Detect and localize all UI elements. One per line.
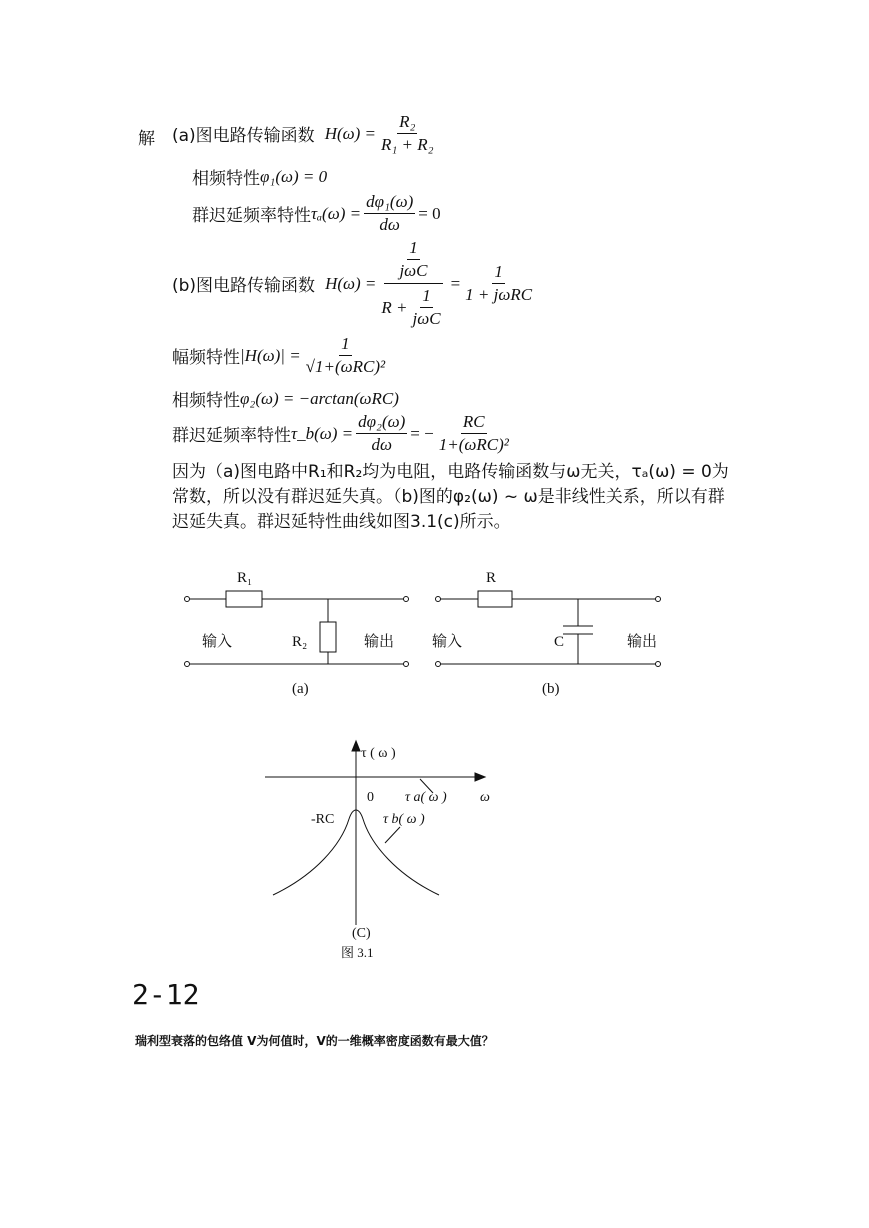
x-axis-arrow [475,773,485,781]
eq-a-delay-lhs: τₐ(ω) = [311,203,362,223]
eq-b-mag-num: 1 [339,334,352,356]
eq-b-label: (b)图电路传输函数 [172,276,316,296]
eq-a-phase-label: 相频特性 [192,169,260,189]
graph-caption: (C) [352,926,371,941]
eq-a-fraction [379,112,436,155]
eq-a-transfer [172,112,439,155]
eq-a-num: R₂ [397,112,417,134]
x-axis-label: ω [480,790,490,805]
circuit-a-caption: (a) [292,681,309,697]
eq-b-result-fraction [463,262,534,305]
group-delay-graph [255,735,505,965]
curve-a-label: τ a( ω ) [405,790,447,805]
circuit-b-c: C [554,634,565,650]
solution-label: 解 [138,129,155,149]
eq-b-delay-label: 群迟延频率特性 [172,426,291,446]
eq-b-big-num [384,238,442,284]
eq-a-delay [192,192,441,235]
eq-b-result-den: 1 + jωRC [465,285,533,304]
figure-title: 图 3.1 [341,945,374,960]
eq-b-H: H(ω) = [325,273,377,293]
circuit-a-r1: R₁ [237,570,253,586]
curve-b-label: τ b( ω ) [383,812,425,827]
peak-label: -RC [311,812,335,827]
y-axis-arrow [352,741,360,751]
section-number: 2-12 [132,978,200,1011]
eq-b-delay-den2: 1+(ωRC)² [438,435,509,454]
eq-b-equals: = [450,273,461,293]
circuit-a-output: 输出 [364,634,395,650]
circuit-b-input: 输入 [432,634,463,650]
eq-b-den-prefix: R + [381,297,408,317]
eq-b-mag-label: 幅频特性 [172,348,240,368]
eq-b-delay-lhs: τ_b(ω) = [291,423,354,443]
eq-b-delay-fraction [356,412,407,455]
explanation-paragraph: 因为（a)图电路中R₁和R₂均为电阻，电路传输函数与ω无关，τₐ(ω) = 0为常数，所以没有群迟延失真。（b)图的φ₂(ω) ~ ω是非线性关系，所以有群迟延失真。群迟延特性曲线如图3.1(c)所示。 [172,462,729,532]
eq-b-result-num: 1 [492,262,505,284]
circuit-b-caption: (b) [542,681,560,697]
eq-b-mag-lhs: |H(ω)| = [240,345,301,365]
eq-b-phase [172,386,399,411]
eq-a-delay-fraction [364,192,415,235]
eq-b-den-num: 1 [420,286,433,308]
eq-b-delay-num2: RC [461,412,487,434]
eq-a-delay-num: dφ₁(ω) [364,192,415,214]
eq-b-big-fraction [379,238,447,329]
eq-a-label: (a)图电路传输函数 [172,126,315,146]
eq-b-phase-value: φ₂(ω) = −arctan(ωRC) [240,388,399,408]
eq-b-phase-label: 相频特性 [172,391,240,411]
eq-b-inner-den: jωC [399,261,428,280]
circuit-a-input: 输入 [202,634,233,650]
eq-b-big-den [379,284,447,329]
eq-a-delay-label: 群迟延频率特性 [192,206,311,226]
eq-b-delay-den: dω [371,435,392,454]
eq-a-delay-rhs: = 0 [418,203,441,223]
circuit-b-output: 输出 [627,634,658,650]
curve-b-leader [385,827,400,843]
eq-b-mag-fraction [304,334,387,377]
eq-b-delay-fraction2 [437,412,511,455]
question-text: 瑞利型衰落的包络值 V为何值时，V的一维概率密度函数有最大值？ [135,1034,494,1048]
eq-a-den: R₁ + R₂ [381,135,434,154]
circuit-a-r2: R₂ [292,634,308,650]
eq-a-phase [192,164,327,189]
eq-b-transfer [172,238,537,329]
eq-b-delay-num: dφ₂(ω) [356,412,407,434]
y-axis-label: τ ( ω ) [361,746,396,761]
eq-b-den-den: jωC [412,309,441,328]
eq-b-den-fraction [411,286,443,329]
eq-b-delay [172,412,514,455]
eq-b-inner-fraction [397,238,429,281]
origin-label: 0 [367,790,374,805]
eq-b-magnitude [172,334,390,377]
eq-b-inner-num: 1 [407,238,420,260]
eq-a-delay-den: dω [379,215,400,234]
eq-a-phase-value: φ₁(ω) = 0 [260,166,328,186]
eq-a-H: H(ω) = [324,123,377,143]
circuit-diagrams [170,560,690,705]
eq-b-delay-mid: = − [410,423,434,443]
eq-b-mag-den: √1+(ωRC)² [305,357,386,376]
circuit-b-r: R [486,570,497,586]
